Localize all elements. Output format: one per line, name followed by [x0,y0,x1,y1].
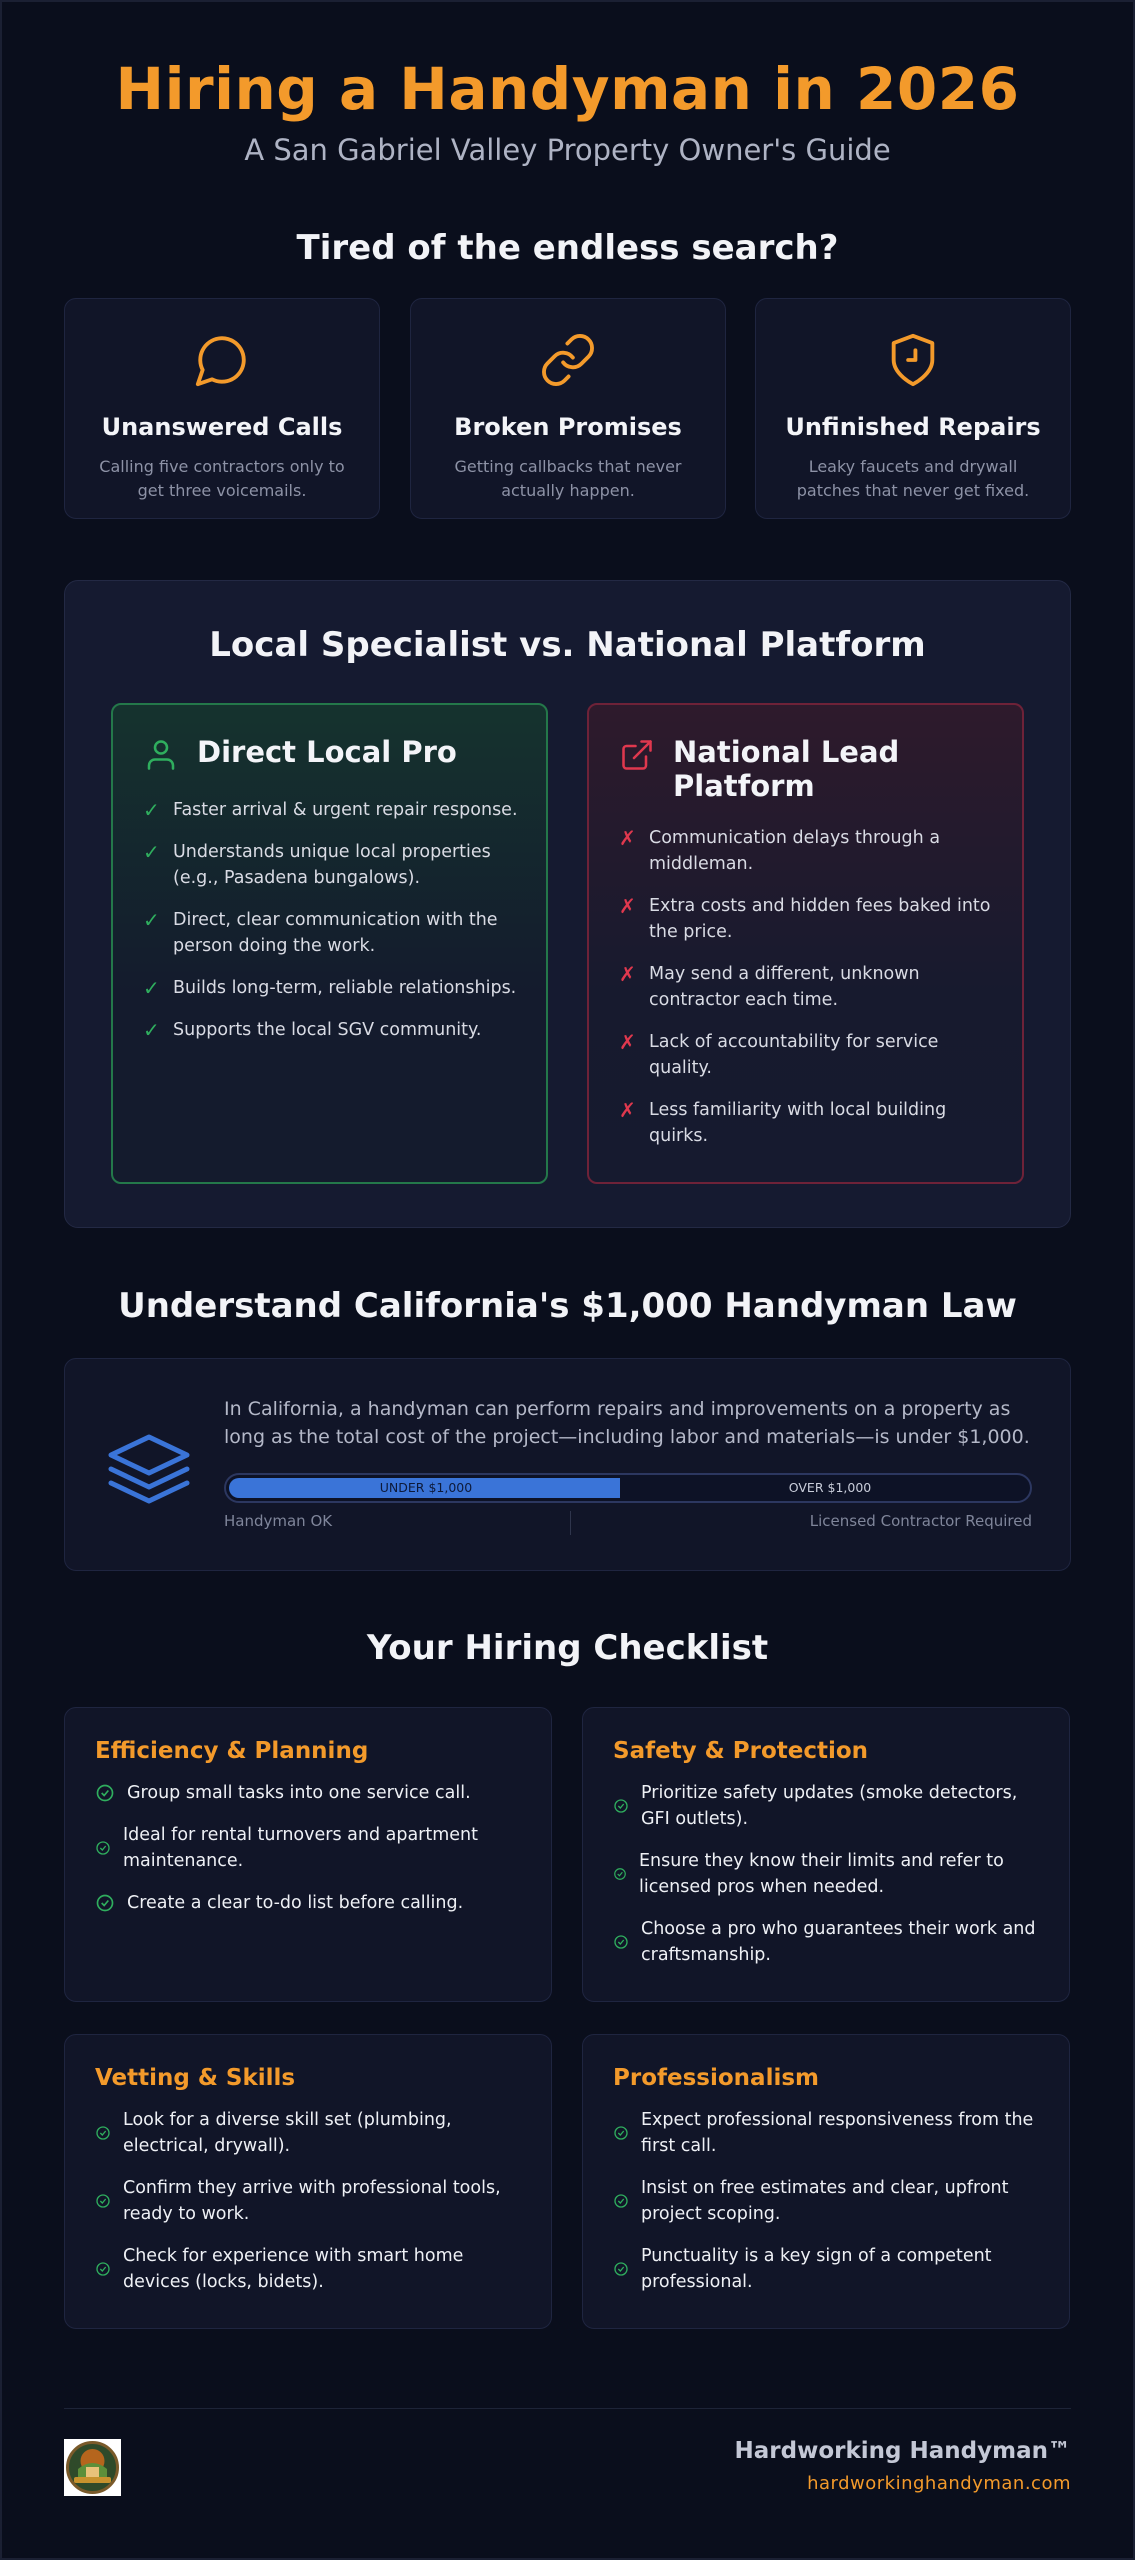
local-pro-title: Direct Local Pro [197,735,457,769]
check-circle-icon [613,2193,629,2209]
checklist-card-vetting [64,2034,552,2329]
list-item: Group small tasks into one service call. [95,1780,521,1806]
checklist-card-professionalism [582,2034,1070,2329]
checklist-heading: Your Hiring Checklist [366,1628,769,1668]
list-item: Punctuality is a key sign of a competent professional. [613,2243,1039,2295]
check-icon: ✓ [143,976,160,1000]
licensed-contractor-caption: Licensed Contractor Required [809,1512,1032,1530]
national-platform-list [619,825,999,1165]
list-item: Ensure they know their limits and refer to licensed pros when needed. [613,1848,1039,1900]
list-item: ✓ Understands unique local properties (e.g., Pasadena bungalows). [143,839,523,891]
divider [570,1511,571,1535]
pain-card-title: Broken Promises [454,413,682,441]
check-circle-icon [613,1867,627,1881]
under-threshold-label: UNDER $1,000 [379,1480,473,1495]
footer-url[interactable]: hardworkinghandyman.com [807,2473,1071,2494]
list-item: ✗ Less familiarity with local building quirks. [619,1097,999,1149]
checklist-card-title: Efficiency & Planning [95,1738,369,1764]
comparison-panel [64,580,1071,1228]
check-circle-icon [95,2193,111,2209]
list-item: ✓ Supports the local SGV community. [143,1018,482,1042]
list-item: ✗ May send a different, unknown contractor each time. [619,961,999,1013]
brand-logo [64,2439,121,2496]
person-icon [143,735,179,777]
list-item: ✗ Communication delays through a middleman. [619,825,999,877]
cross-icon: ✗ [619,1098,636,1122]
law-description: In California, a handyman can perform repairs and improvements on a property as long as the total cost of the project—including labor and materials—is under $1,000. [224,1398,1030,1448]
check-circle-icon [613,2261,629,2277]
check-icon: ✓ [143,908,160,932]
check-circle-icon [613,1934,629,1950]
checklist-card-title: Professionalism [613,2065,819,2091]
check-circle-icon [95,1783,115,1803]
list-item: Prioritize safety updates (smoke detectors, GFI outlets). [613,1780,1039,1832]
check-icon: ✓ [143,1018,160,1042]
pain-card-title: Unanswered Calls [101,413,343,441]
external-link-icon [619,735,655,777]
speech-bubble-icon [65,331,379,389]
list-item: ✓ Direct, clear communication with the person doing the work. [143,907,523,959]
checklist-card-title: Vetting & Skills [95,2065,296,2091]
list-item: Choose a pro who guarantees their work and craftsmanship. [613,1916,1039,1968]
list-item: Expect professional responsiveness from the first call. [613,2107,1039,2159]
check-icon: ✓ [143,798,160,822]
check-circle-icon [95,1840,111,1856]
list-item: ✓ Faster arrival & urgent repair response. [143,798,518,822]
national-platform-column [587,703,1024,1184]
handyman-ok-caption: Handyman OK [224,1512,333,1530]
check-circle-icon [95,2125,111,2141]
cross-icon: ✗ [619,826,636,850]
check-circle-icon [613,2125,629,2141]
cross-icon: ✗ [619,962,636,986]
list-item: Insist on free estimates and clear, upfront project scoping. [613,2175,1039,2227]
pain-points-heading: Tired of the endless search? [296,228,839,268]
list-item: ✗ Lack of accountability for service quality. [619,1029,999,1081]
law-heading: Understand California's $1,000 Handyman Law [118,1286,1017,1326]
pain-card-description: Leaky faucets and drywall patches that never get fixed. [796,457,1030,500]
comparison-heading: Local Specialist vs. National Platform [209,625,926,665]
list-item: Confirm they arrive with professional tools, ready to work. [95,2175,521,2227]
pain-card-description: Getting callbacks that never actually happen. [454,457,682,500]
over-threshold-label: OVER $1,000 [788,1480,872,1495]
national-platform-title: National Lead Platform [673,735,900,803]
cross-icon: ✗ [619,894,636,918]
local-pro-column [111,703,548,1184]
list-item: Look for a diverse skill set (plumbing, electrical, drywall). [95,2107,521,2159]
cost-threshold-bar [224,1473,1032,1503]
list-item: ✓ Builds long-term, reliable relationships. [143,976,517,1000]
check-circle-icon [613,1798,629,1814]
broken-link-icon [411,331,725,389]
shield-icon [756,331,1070,389]
footer-divider [64,2408,1071,2409]
law-panel [64,1358,1071,1571]
list-item: Create a clear to-do list before calling. [95,1890,521,1916]
pain-card-title: Unfinished Repairs [785,413,1041,441]
checklist-card-safety [582,1707,1070,2002]
pain-card-broken-promises [410,298,726,519]
pain-card-description: Calling five contractors only to get three voicemails. [99,457,345,500]
checklist-card-title: Safety & Protection [613,1738,869,1764]
checklist-card-efficiency [64,1707,552,2002]
check-icon: ✓ [143,840,160,864]
list-item: Check for experience with smart home devices (locks, bidets). [95,2243,521,2295]
list-item: ✗ Extra costs and hidden fees baked into the price. [619,893,999,945]
check-circle-icon [95,2261,111,2277]
list-item: Ideal for rental turnovers and apartment maintenance. [95,1822,521,1874]
cross-icon: ✗ [619,1030,636,1054]
pain-card-unanswered-calls [64,298,380,519]
layers-icon [105,1421,193,1509]
pain-card-unfinished-repairs [755,298,1071,519]
page-title: Hiring a Handyman in 2026 [115,55,1020,123]
local-pro-list [143,797,523,1059]
check-circle-icon [95,1893,115,1913]
page-subtitle: A San Gabriel Valley Property Owner's Guide [244,133,891,167]
footer-brand: Hardworking Handyman™ [734,2438,1071,2464]
